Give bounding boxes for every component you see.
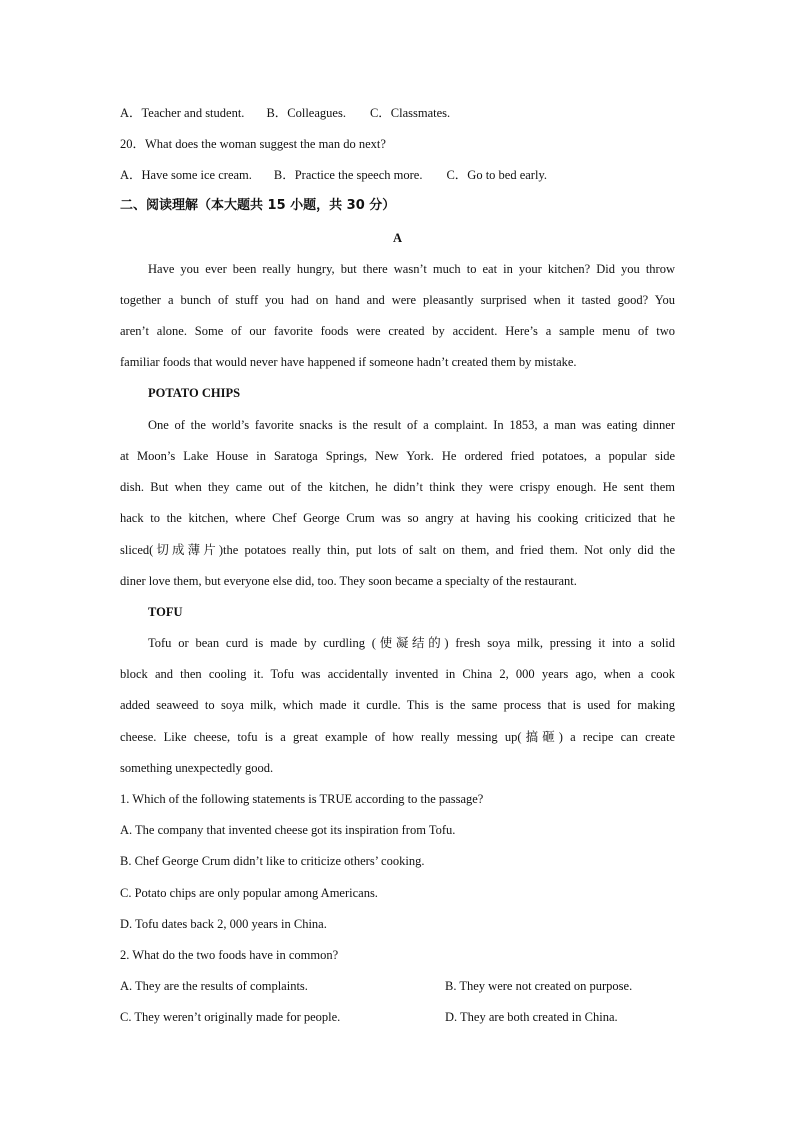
q19-option-b: B．Colleagues. bbox=[266, 106, 346, 120]
q2-question: 2. What do the two foods have in common? bbox=[120, 948, 339, 962]
q1-option-d: D. Tofu dates back 2, 000 years in China. bbox=[120, 917, 327, 931]
q20-question: 20．What does the woman suggest the man do next? bbox=[120, 137, 386, 151]
tofu-line: block and then cooling it. Tofu was accidentally invented in China 2, 000 years ago, when a cook bbox=[120, 667, 675, 681]
intro-line: together a bunch of stuff you had on hand and were pleasantly surprised when it tasted good? You bbox=[120, 293, 675, 307]
section-heading: 二、阅读理解（本大题共 15 小题，共 30 分） bbox=[120, 198, 396, 213]
q1-option-a: A. The company that invented cheese got its inspiration from Tofu. bbox=[120, 823, 456, 837]
q20-option-c: C．Go to bed early. bbox=[446, 168, 548, 182]
tofu-title: TOFU bbox=[148, 605, 183, 619]
potato-line: One of the world’s favorite snacks is the result of a complaint. In 1853, a man was eating dinner bbox=[148, 418, 675, 432]
q20-options bbox=[120, 166, 675, 184]
tofu-line: Tofu or bean curd is made by curdling (使凝结的) fresh soya milk, pressing it into a solid bbox=[148, 636, 675, 650]
q2-option-c: C. They weren’t originally made for people. bbox=[120, 1010, 341, 1024]
q2-option-d: D. They are both created in China. bbox=[445, 1010, 618, 1024]
potato-line: sliced(切成薄片)the potatoes really thin, put lots of salt on them, and fried them. Not only did the bbox=[120, 543, 675, 557]
potato-line: diner love them, but everyone else did, too. They soon became a specialty of the restaurant. bbox=[120, 574, 577, 588]
q2-options-row-2 bbox=[120, 1008, 675, 1026]
intro-line: Have you ever been really hungry, but there wasn’t much to eat in your kitchen? Did you throw bbox=[148, 262, 675, 276]
q2-option-b: B. They were not created on purpose. bbox=[445, 979, 633, 993]
q2-options-row-1 bbox=[120, 977, 675, 995]
potato-line: dish. But when they came out of the kitchen, he didn’t think they were crispy enough. He sent them bbox=[120, 480, 675, 494]
q19-options bbox=[120, 104, 675, 122]
q1-option-c: C. Potato chips are only popular among Americans. bbox=[120, 886, 378, 900]
potato-line: at Moon’s Lake House in Saratoga Springs, New York. He ordered fried potatoes, a popular side bbox=[120, 449, 675, 463]
q20-option-a: A．Have some ice cream. bbox=[120, 168, 252, 182]
q1-option-b: B. Chef George Crum didn’t like to criticize others’ cooking. bbox=[120, 854, 425, 868]
q20-option-b: B．Practice the speech more. bbox=[273, 168, 423, 182]
q19-option-a: A．Teacher and student. bbox=[120, 106, 245, 120]
q2-option-a: A. They are the results of complaints. bbox=[120, 979, 308, 993]
intro-line: familiar foods that would never have happened if someone hadn’t created them by mistake. bbox=[120, 355, 577, 369]
q19-option-c: C．Classmates. bbox=[369, 106, 451, 120]
q1-question: 1. Which of the following statements is TRUE according to the passage? bbox=[120, 792, 484, 806]
potato-chips-title: POTATO CHIPS bbox=[148, 386, 241, 400]
potato-line: hack to the kitchen, where Chef George Crum was so angry at having his cooking criticized that he bbox=[120, 511, 675, 525]
intro-line: aren’t alone. Some of our favorite foods were created by accident. Here’s a sample menu of two bbox=[120, 324, 675, 338]
passage-label: A bbox=[392, 231, 403, 245]
tofu-line: cheese. Like cheese, tofu is a great example of how really messing up(搞砸) a recipe can create bbox=[120, 730, 675, 744]
tofu-line: something unexpectedly good. bbox=[120, 761, 274, 775]
tofu-line: added seaweed to soya milk, which made it curdle. This is the same process that is used for making bbox=[120, 698, 675, 712]
